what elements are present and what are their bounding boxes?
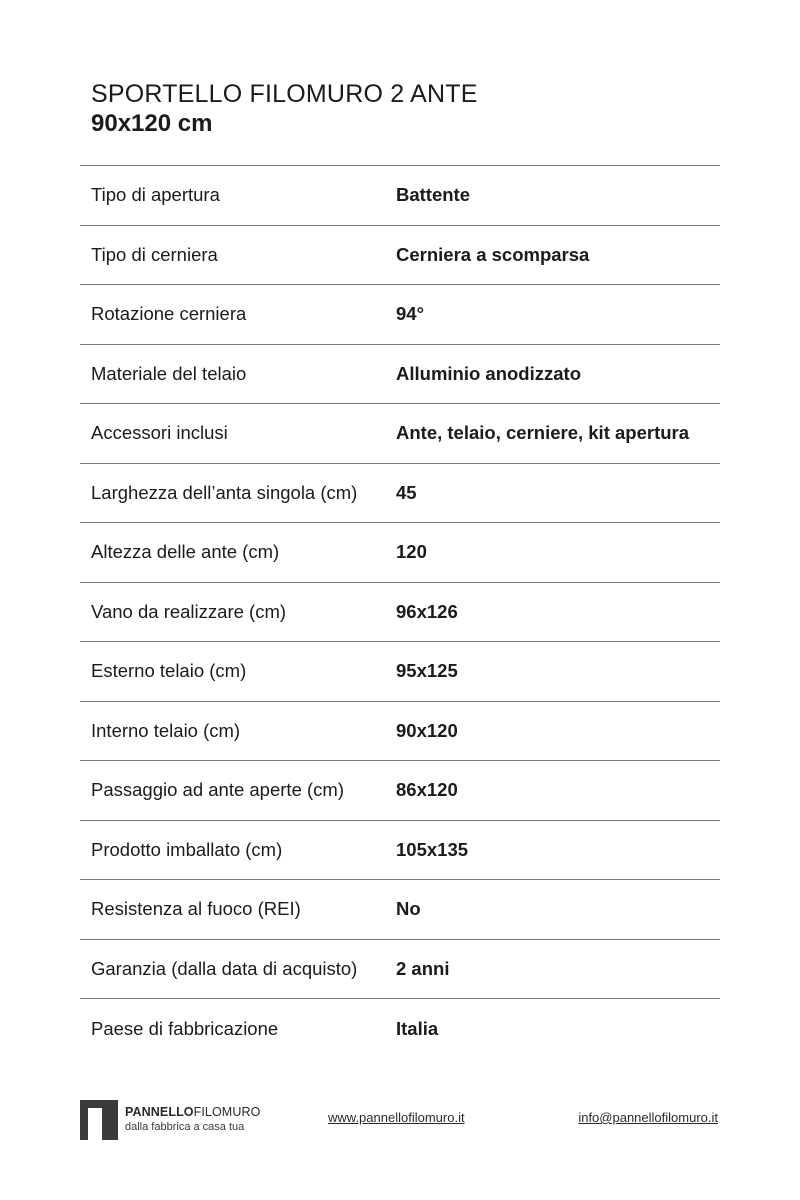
spec-value: 86x120 — [396, 779, 458, 801]
spec-label: Prodotto imballato (cm) — [91, 838, 283, 860]
spec-label: Resistenza al fuoco (REI) — [91, 898, 301, 920]
spec-value: 2 anni — [396, 957, 450, 979]
spec-row — [80, 642, 720, 702]
logo-text — [125, 1105, 260, 1135]
spec-row — [80, 285, 720, 345]
spec-row — [80, 940, 720, 1000]
logo-tagline: dalla fabbrica a casa tua — [125, 1121, 245, 1133]
spec-label: Tipo di apertura — [91, 184, 220, 206]
spec-label: Rotazione cerniera — [91, 303, 247, 325]
spec-row — [80, 583, 720, 643]
spec-value: Alluminio anodizzato — [396, 362, 581, 384]
product-title: SPORTELLO FILOMURO 2 ANTE — [91, 80, 478, 108]
spec-value: Ante, telaio, cerniere, kit apertura — [396, 422, 690, 444]
spec-label: Paese di fabbricazione — [91, 1017, 279, 1039]
logo-name — [125, 1105, 260, 1120]
spec-label: Tipo di cerniera — [91, 243, 218, 265]
spec-label: Materiale del telaio — [91, 362, 247, 384]
spec-row — [80, 880, 720, 940]
spec-value: Battente — [396, 184, 471, 206]
spec-row — [80, 345, 720, 405]
spec-label: Accessori inclusi — [91, 422, 228, 444]
spec-row — [80, 404, 720, 464]
spec-value: 105x135 — [396, 838, 469, 860]
spec-table — [80, 165, 720, 1059]
spec-value: 96x126 — [396, 600, 458, 622]
logo-name-regular: FILOMURO — [193, 1105, 261, 1119]
spec-value: 45 — [396, 481, 417, 503]
spec-row — [80, 821, 720, 881]
spec-label: Vano da realizzare (cm) — [91, 600, 287, 622]
document-header — [91, 79, 478, 139]
door-frame-logo-icon — [80, 1100, 118, 1140]
spec-value: 90x120 — [396, 719, 458, 741]
spec-value: Italia — [396, 1017, 439, 1039]
spec-value: Cerniera a scomparsa — [396, 243, 590, 265]
logo-name-bold: PANNELLO — [125, 1105, 194, 1119]
spec-label: Garanzia (dalla data di acquisto) — [91, 957, 358, 979]
spec-row — [80, 464, 720, 524]
spec-row — [80, 226, 720, 286]
website-link[interactable]: www.pannellofilomuro.it — [328, 1110, 465, 1125]
spec-label: Altezza delle ante (cm) — [91, 541, 280, 563]
spec-row — [80, 523, 720, 583]
spec-value: No — [396, 898, 421, 920]
product-size: 90x120 cm — [91, 110, 213, 137]
spec-row — [80, 166, 720, 226]
spec-row — [80, 761, 720, 821]
spec-label: Interno telaio (cm) — [91, 719, 241, 741]
spec-value: 94° — [396, 303, 424, 325]
brand-logo — [80, 1100, 260, 1140]
spec-row — [80, 999, 720, 1059]
spec-value: 120 — [396, 541, 427, 563]
spec-value: 95x125 — [396, 660, 458, 682]
email-link[interactable]: info@pannellofilomuro.it — [578, 1110, 718, 1125]
spec-label: Passaggio ad ante aperte (cm) — [91, 779, 344, 801]
spec-label: Esterno telaio (cm) — [91, 660, 247, 682]
spec-row — [80, 702, 720, 762]
spec-label: Larghezza dell’anta singola (cm) — [91, 481, 358, 503]
document-footer — [80, 1098, 720, 1142]
